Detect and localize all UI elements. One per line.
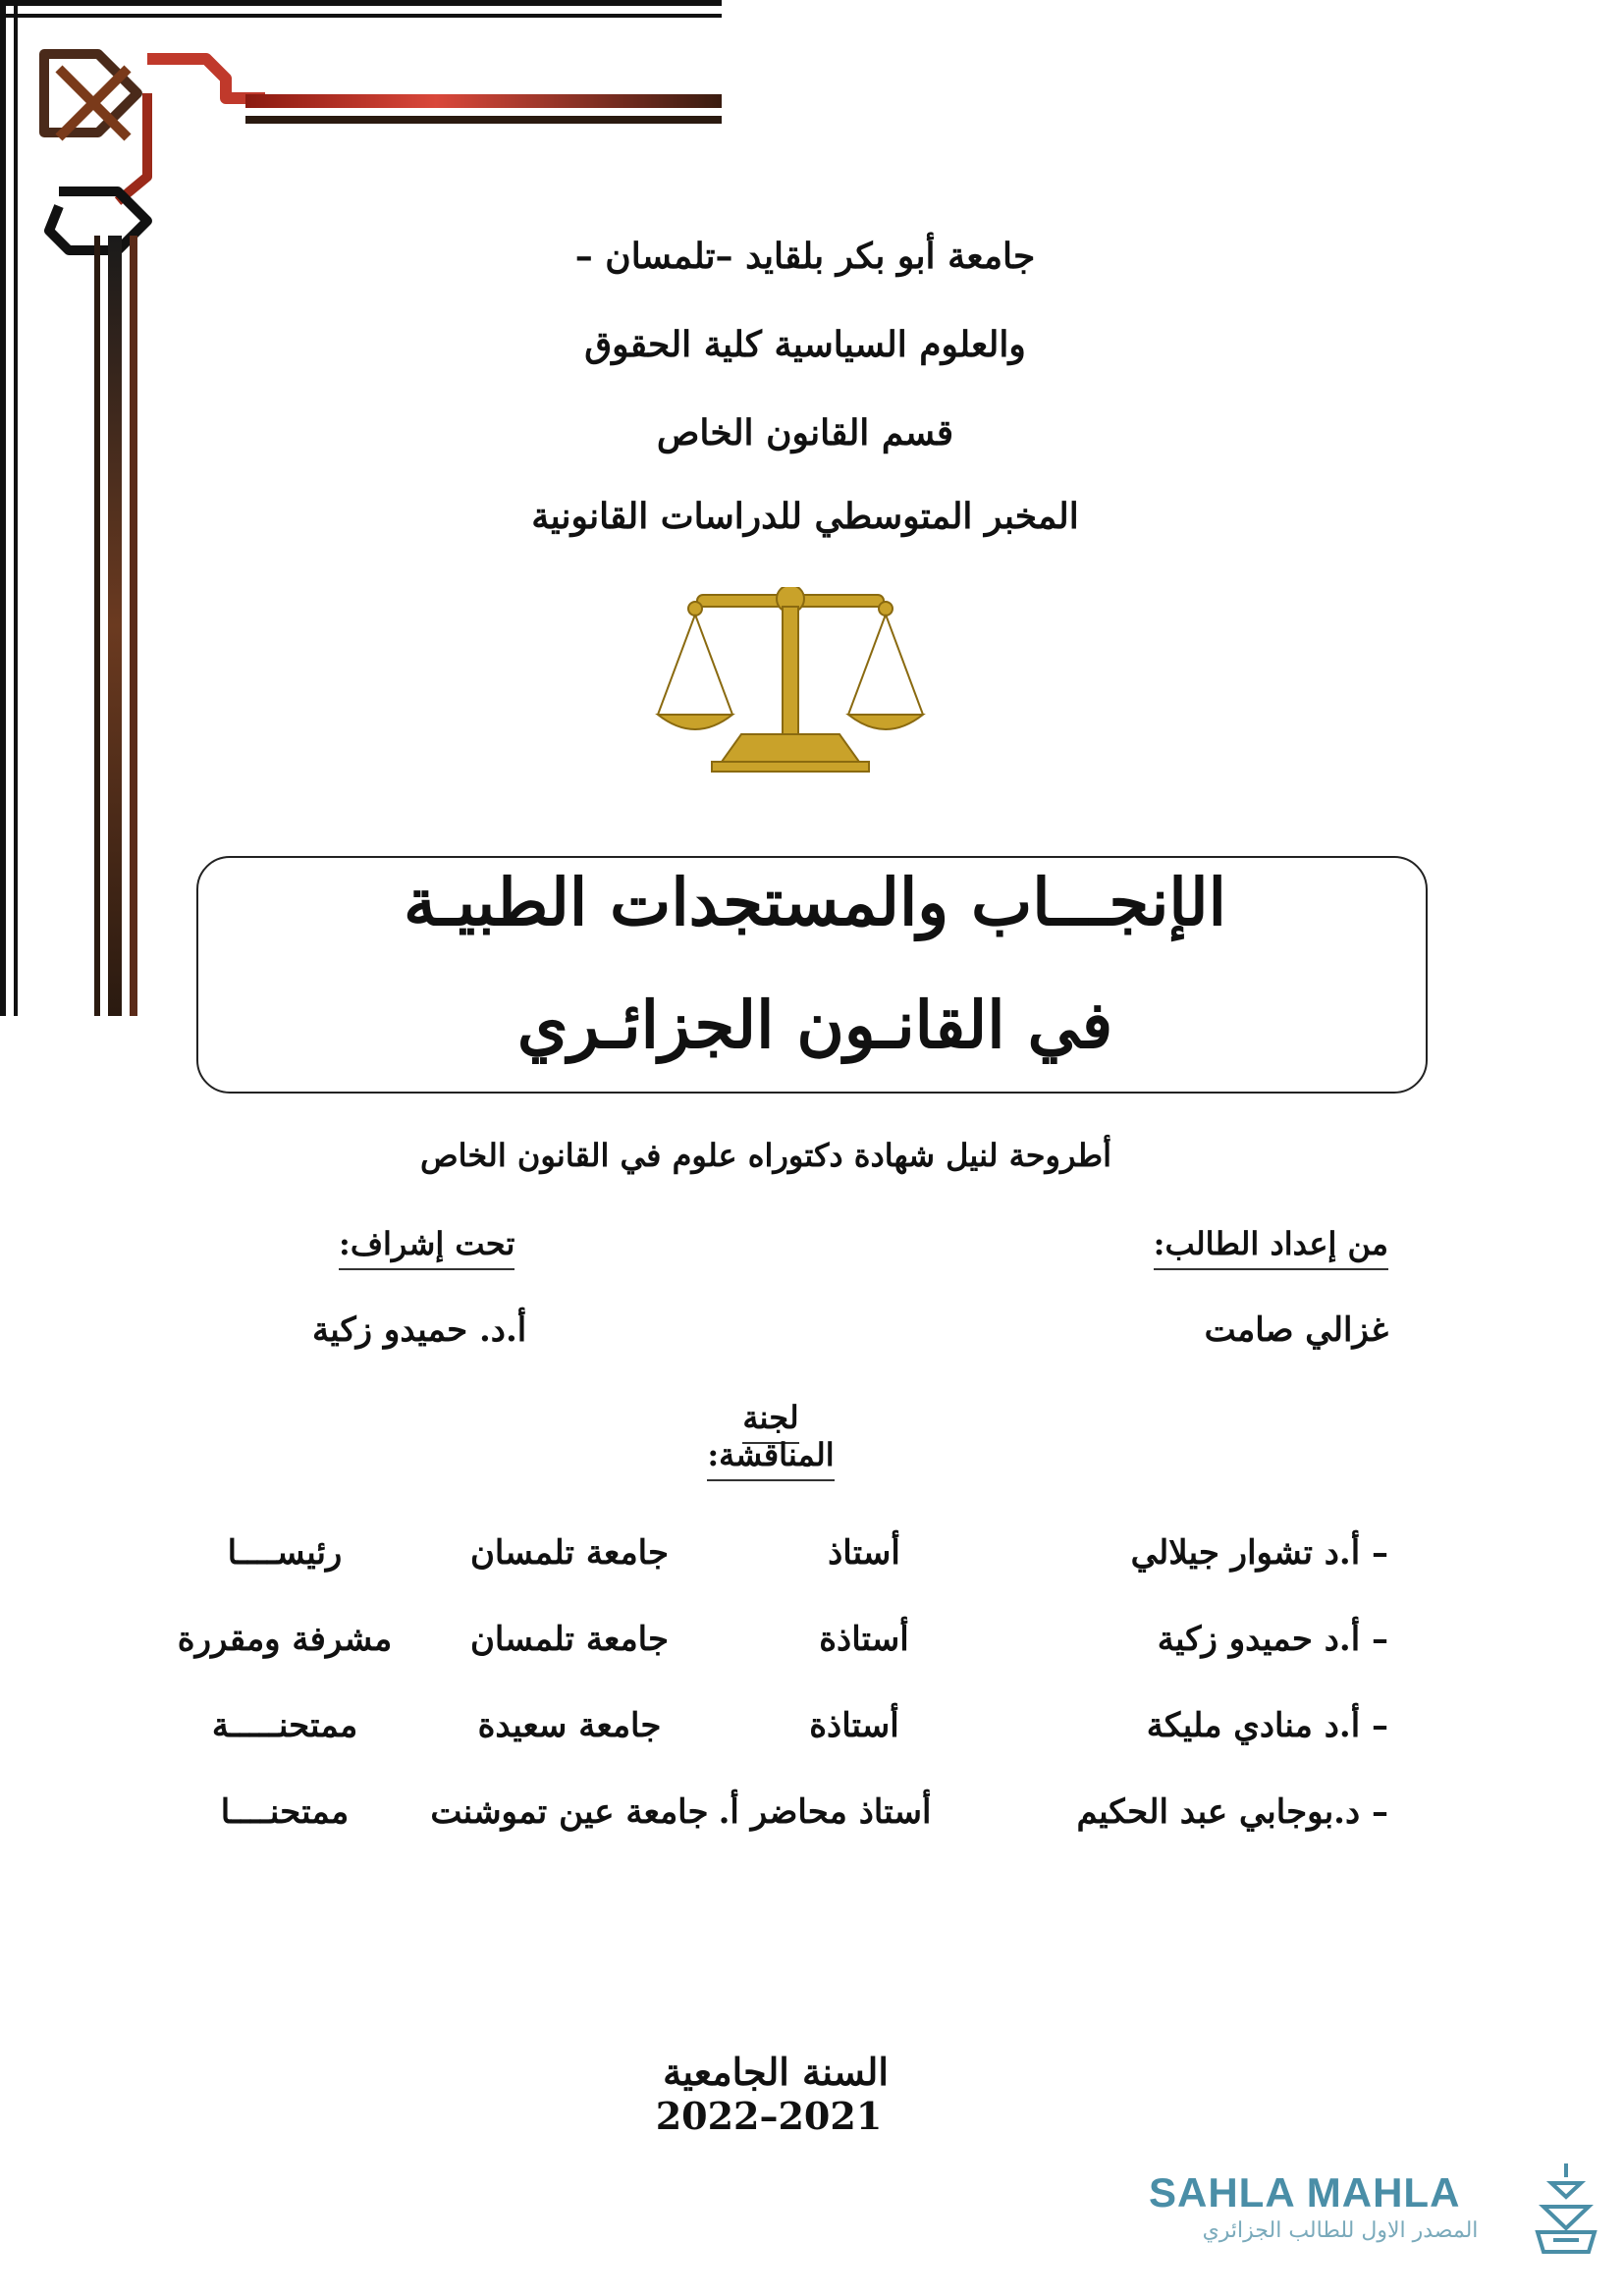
committee-member-name: – أ.د تشوار جيلالي — [1130, 1533, 1388, 1573]
committee-member-institution: جامعة تلمسان — [469, 1620, 670, 1659]
thesis-title-line1: الإنجـــاب والمستجدات الطبيـة — [404, 864, 1226, 940]
department-name: قسم القانون الخاص — [656, 412, 954, 454]
faculty-name: والعلوم السياسية كلية الحقوق — [584, 324, 1026, 365]
committee-member-rank: أستاذة — [819, 1620, 909, 1659]
watermark-tagline: المصدر الاول للطالب الجزائري — [1202, 2218, 1479, 2243]
committee-member-role: مشرفة ومقررة — [177, 1620, 393, 1659]
committee-member-rank: أستاذ — [828, 1533, 900, 1573]
committee-member-name: – د.بوجابي عبد الحكيم — [1076, 1792, 1388, 1832]
watermark-brand: SAHLA MAHLA — [1149, 2169, 1461, 2216]
committee-member-rank: أستاذة — [809, 1706, 899, 1745]
committee-member-role: رئيســــا — [227, 1533, 343, 1573]
committee-label: لجنة المناقشة: — [707, 1399, 834, 1481]
committee-member-role: ممتحنــــا — [220, 1792, 350, 1832]
committee-member-name: – أ.د منادي مليكة — [1146, 1706, 1388, 1745]
committee-member-role: ممتحنـــــة — [211, 1706, 358, 1745]
academic-year — [560, 2050, 992, 2138]
prepared-by-label: من إعداد الطالب: — [1154, 1225, 1388, 1270]
watermark-emblem-icon — [1532, 2160, 1600, 2258]
academic-year-label: السنة الجامعية — [663, 2050, 889, 2094]
thesis-title-line2: في القانـون الجزائـري — [516, 987, 1113, 1063]
student-name: غزالي صامت — [1204, 1310, 1388, 1350]
committee-member-institution: جامعة سعيدة — [477, 1706, 662, 1745]
laboratory-name: المخبر المتوسطي للدراسات القانونية — [531, 496, 1079, 537]
university-name: جامعة أبو بكر بلقايد –تلمسان – — [574, 236, 1036, 277]
scales-of-justice-icon — [638, 587, 943, 774]
committee-member-institution: جامعة تلمسان — [469, 1533, 670, 1573]
committee-member-rank: أستاذ محاضر أ. — [718, 1792, 932, 1832]
academic-year-value: 2022–2021 — [655, 2094, 883, 2138]
committee-member-name: – أ.د حميدو زكية — [1157, 1620, 1388, 1659]
supervisor-name: أ.د. حميدو زكية — [312, 1310, 527, 1350]
sahla-mahla-watermark — [1149, 2160, 1600, 2258]
committee-member-institution: جامعة عين تموشنت — [430, 1792, 709, 1832]
supervision-label: تحت إشراف: — [339, 1225, 514, 1270]
thesis-subtitle: أطروحة لنيل شهادة دكتوراه علوم في القانون الخاص — [419, 1137, 1112, 1174]
